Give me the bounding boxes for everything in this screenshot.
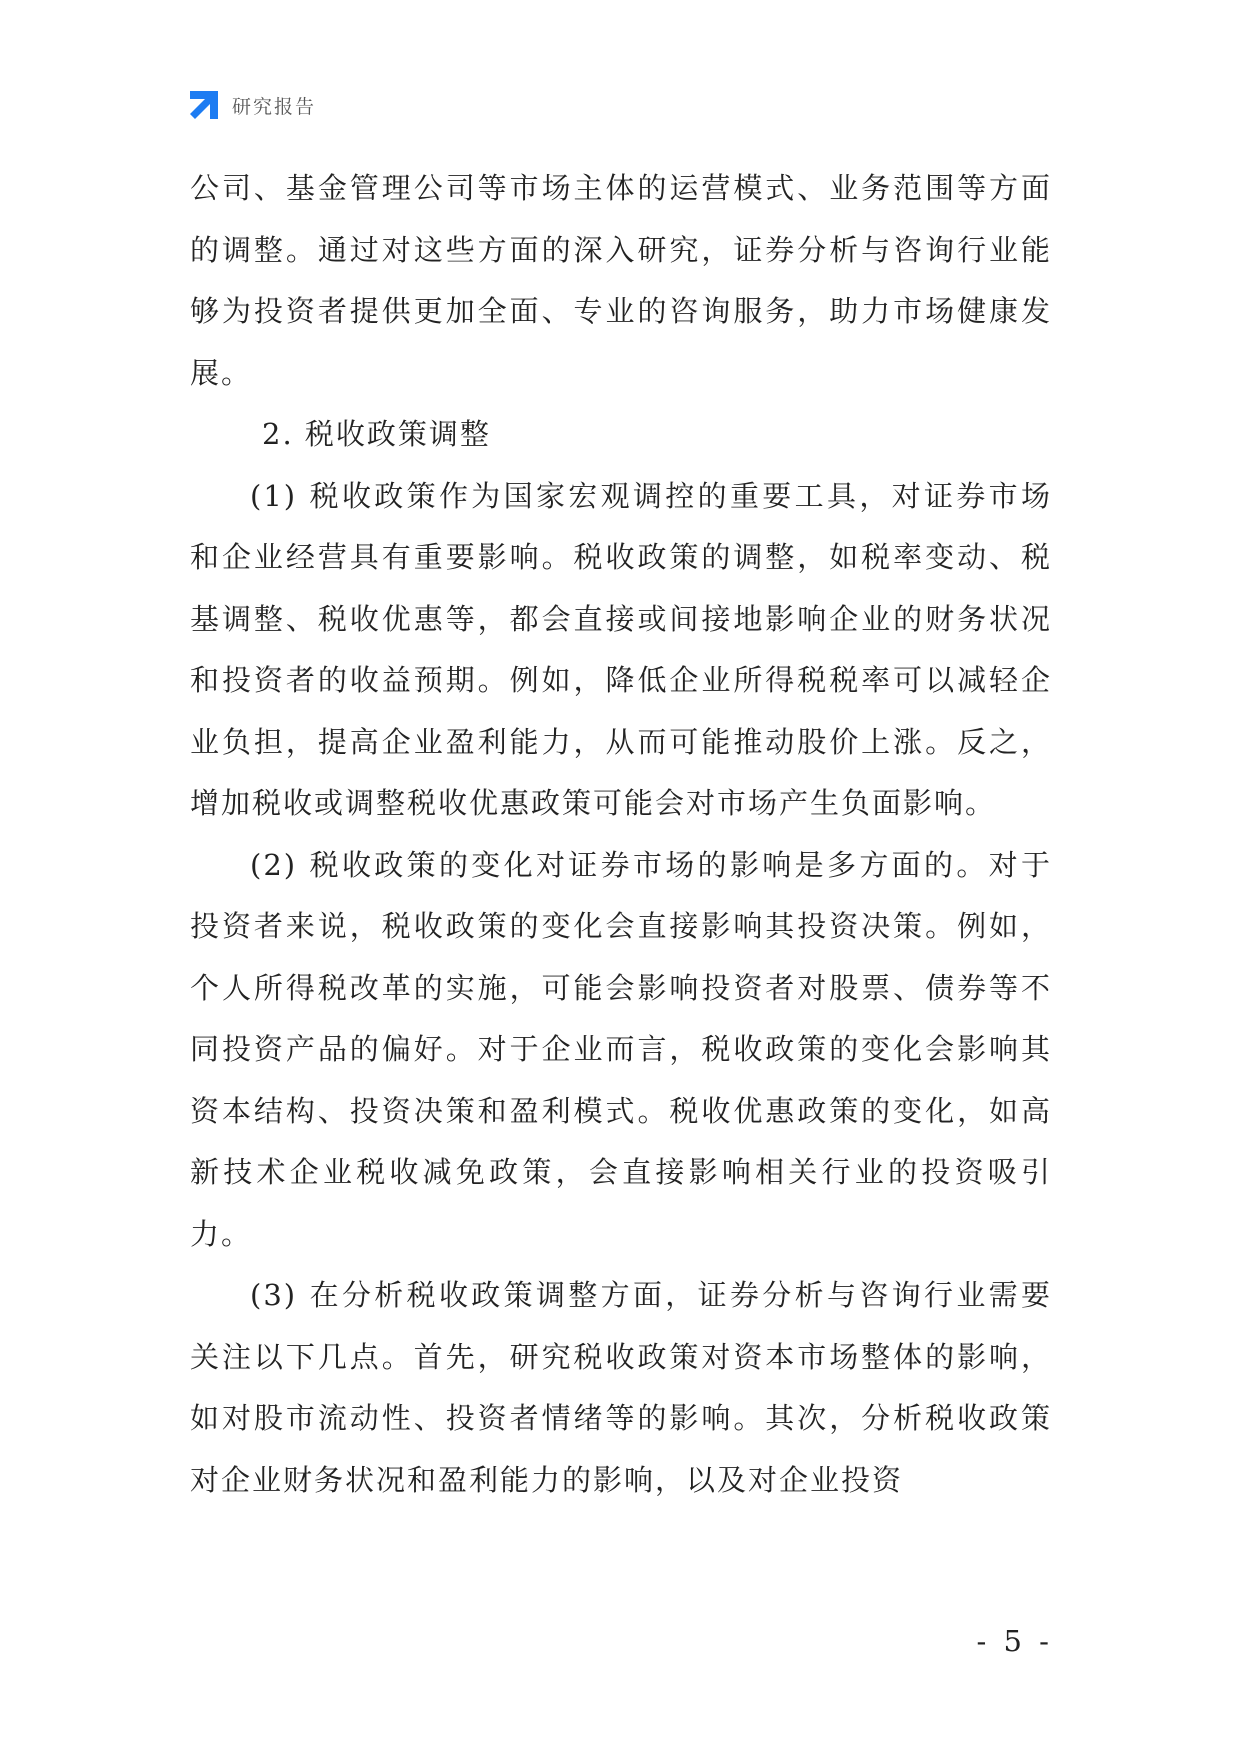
paragraph-item-1: (1) 税收政策作为国家宏观调控的重要工具，对证券市场和企业经营具有重要影响。税收政策的调整，如税率变动、税基调整、税收优惠等，都会直接或间接地影响企业的财务状况和投资者的收益预期。例如，降低企业所得税税率可以减轻企业负担，提高企业盈利能力，从而可能推动股价上涨。反之，增加税收或调整税收优惠政策可能会对市场产生负面影响。 (190, 478, 1052, 820)
section-heading: 2. 税收政策调整 (262, 417, 491, 451)
paragraph-item-2: (2) 税收政策的变化对证券市场的影响是多方面的。对于投资者来说，税收政策的变化会直接影响其投资决策。例如，个人所得税改革的实施，可能会影响投资者对股票、债券等不同投资产品的偏好。对于企业而言，税收政策的变化会影响其资本结构、投资决策和盈利模式。税收优惠政策的变化，如高新技术企业税收减免政策，会直接影响相关行业的投资吸引力。 (190, 847, 1052, 1251)
document-body (190, 158, 1052, 1511)
arrow-up-right-logo-icon (188, 89, 220, 121)
report-header (188, 88, 316, 122)
page-number: - 5 - (976, 1624, 1053, 1658)
header-title: 研究报告 (232, 95, 317, 118)
paragraph-item-3: (3) 在分析税收政策调整方面，证券分析与咨询行业需要关注以下几点。首先，研究税收政策对资本市场整体的影响，如对股市流动性、投资者情绪等的影响。其次，分析税收政策对企业财务状况和盈利能力的影响，以及对企业投资 (190, 1278, 1052, 1497)
paragraph-continuation: 公司、基金管理公司等市场主体的运营模式、业务范围等方面的调整。通过对这些方面的深入研究，证券分析与咨询行业能够为投资者提供更加全面、专业的咨询服务，助力市场健康发展。 (190, 171, 1052, 390)
